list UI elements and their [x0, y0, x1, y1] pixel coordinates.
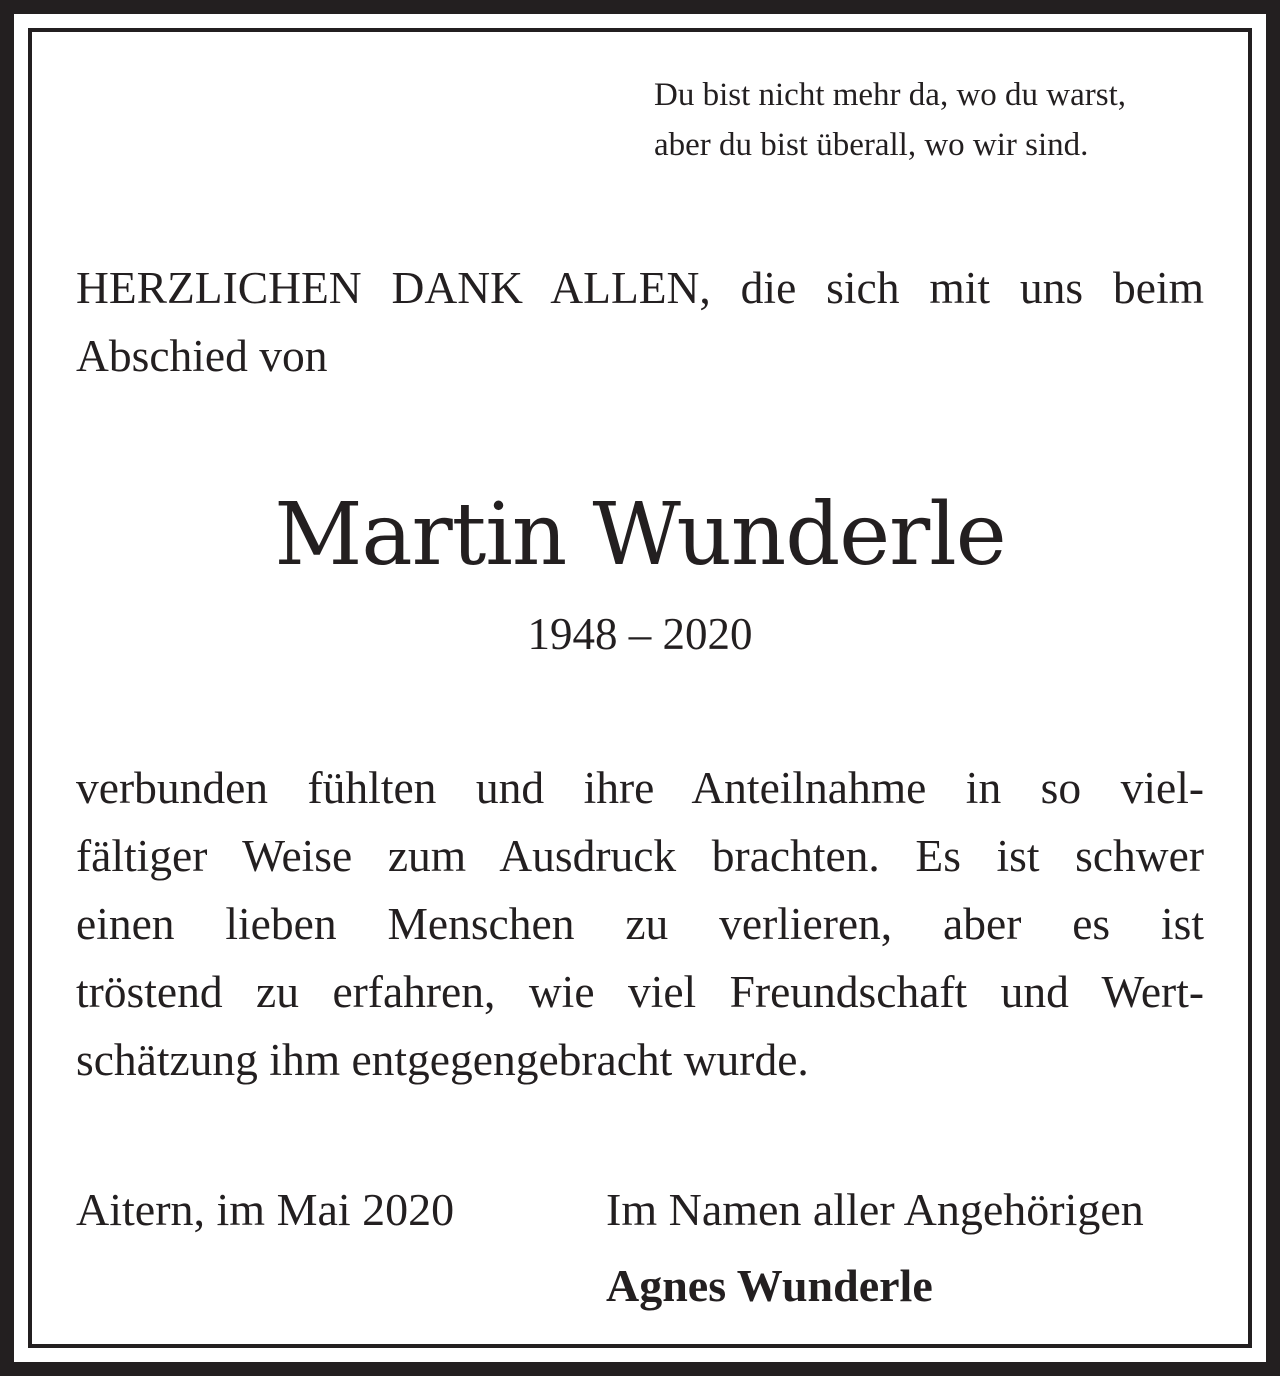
place-date: Aitern, im Mai 2020: [76, 1184, 455, 1235]
motto-line: aber du bist überall, wo wir sind.: [654, 127, 1089, 163]
thanks-message: [76, 754, 1204, 1094]
motto-line: Du bist nicht mehr da, wo du warst,: [654, 77, 1127, 113]
motto-quote: [654, 70, 1214, 170]
signer-name: Agnes Wunderle: [606, 1260, 933, 1311]
message-line: fältiger Weise zum Ausdruck brachten. Es ist schwer: [76, 830, 1204, 881]
life-years: 1948 – 2020: [527, 609, 753, 659]
message-line: schätzung ihm entgegengebracht wurde.: [76, 1034, 809, 1085]
intro-line: Abschied von: [76, 330, 328, 381]
signoff: [606, 1176, 1206, 1320]
deceased-name: Martin Wunderle: [274, 485, 1006, 585]
thanks-intro: [76, 254, 1204, 390]
message-line: verbunden fühlten und ihre Anteilnahme in so viel-: [76, 762, 1204, 813]
intro-line: HERZLICHEN DANK ALLEN, die sich mit uns beim: [76, 262, 1204, 313]
message-line: tröstend zu erfahren, wie viel Freundschaft und Wert-: [76, 966, 1204, 1017]
inner-border: [28, 28, 1252, 1348]
message-line: einen lieben Menschen zu verlieren, aber es ist: [76, 898, 1204, 949]
on-behalf-text: Im Namen aller Angehörigen: [606, 1184, 1144, 1235]
